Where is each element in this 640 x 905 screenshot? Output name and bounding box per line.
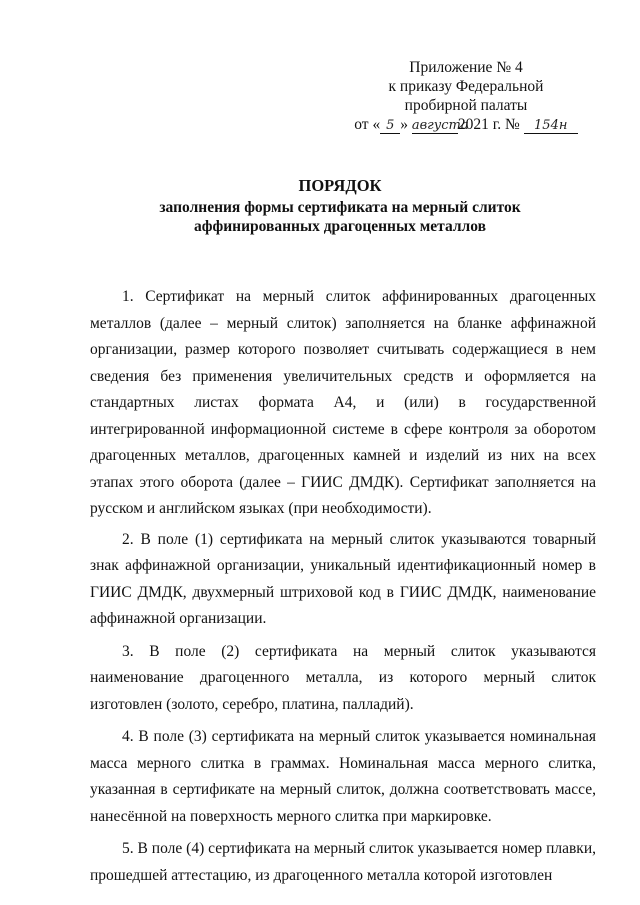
date-mid: » — [400, 116, 408, 133]
paragraph-1: 1. Сертификат на мерный слиток аффинированных драгоценных металлов (далее – мерный слиток) заполняется на бланке аффинажной организации, размер которого позволяет считывать содержащиеся в нем сведения без применения увеличительных средств и оформляется на стандартных листах формата А4, и (или) в государственной интегрированной информационной системе в сфере контроля за оборотом драгоценных металлов, драгоценных камней и изделий из них на всех этапах этого оборота (далее – ГИИС ДМДК). Сертификат заполняется на русском и английском языках (при необходимости). — [90, 288, 596, 517]
document-body — [90, 284, 596, 895]
paragraph-5: 5. В поле (4) сертификата на мерный слиток указывается номер плавки, прошедшей аттестацию, из драгоценного металла которой изготовлен — [90, 840, 596, 884]
paragraph-3: 3. В поле (2) сертификата на мерный слиток указываются наименование драгоценного металла, из которого мерный слиток изготовлен (золото, серебро, платина, палладий). — [90, 642, 596, 713]
order-number-handwritten: 154н — [524, 119, 578, 134]
annex-date-line — [330, 115, 602, 134]
annex-authority: пробирной палаты — [404, 97, 528, 114]
title-sub-2: аффинированных драгоценных металлов — [194, 218, 486, 235]
document-title — [40, 176, 640, 236]
annex-order-ref: к приказу Федеральной — [388, 78, 544, 95]
date-day-handwritten: 5 — [380, 119, 400, 134]
date-month-handwritten: августа — [411, 118, 469, 133]
paragraph-2: 2. В поле (1) сертификата на мерный слиток указываются товарный знак аффинажной организации, уникальный идентификационный номер в ГИИС ДМДК, двухмерный штриховой код в ГИИС ДМДК, наименование аффинажной организации. — [90, 530, 596, 627]
annex-header — [330, 58, 602, 134]
title-main: ПОРЯДОК — [298, 176, 382, 195]
date-prefix: от « — [354, 116, 381, 133]
date-year: 2021 г. № — [457, 116, 520, 133]
title-sub-1: заполнения формы сертификата на мерный слиток — [159, 199, 521, 216]
paragraph-4: 4. В поле (3) сертификата на мерный слиток указывается номинальная масса мерного слитка в граммах. Номинальная масса мерного слитка, указанная в сертификате на мерный слиток, должна соответствовать массе, нанесённой на поверхность мерного слитка при маркировке. — [90, 728, 596, 825]
annex-number: Приложение № 4 — [409, 59, 523, 76]
